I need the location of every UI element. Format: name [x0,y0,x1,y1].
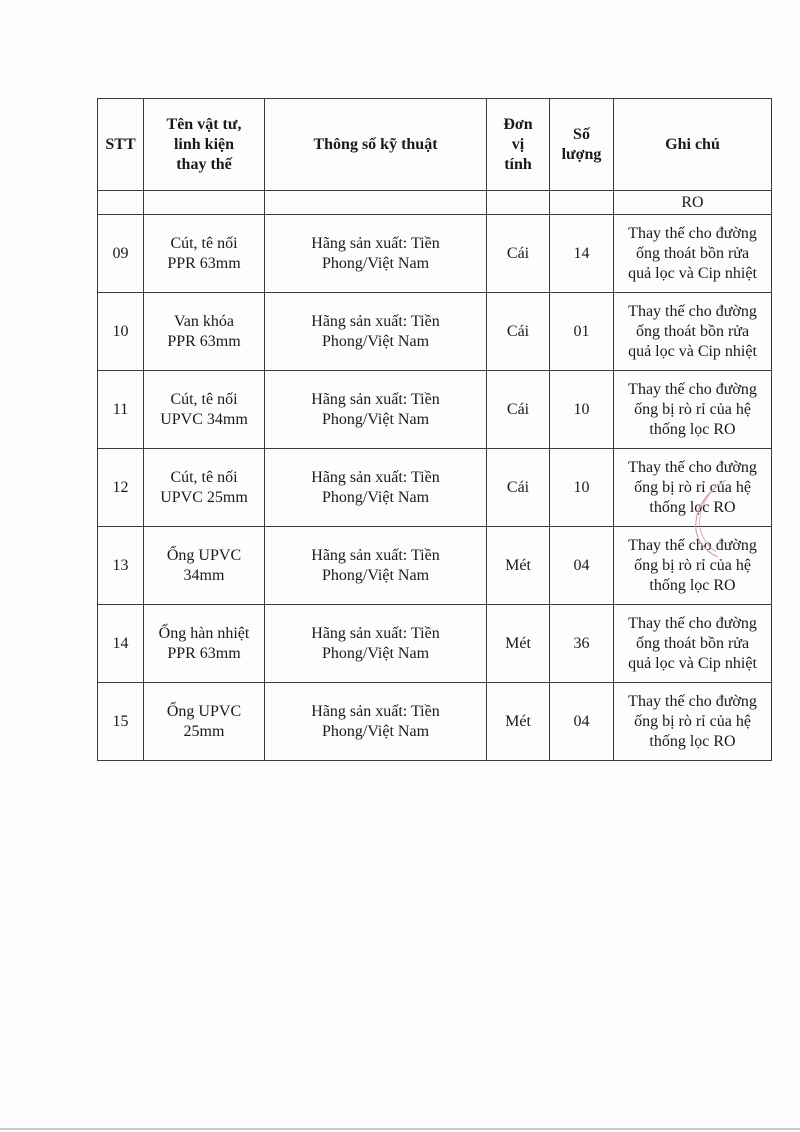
cell-spec [265,449,487,527]
cell-name-line: PPR 63mm [167,332,241,350]
cell-note [614,605,772,683]
cell-stt: 15 [98,683,144,761]
cell-name-line: 34mm [183,566,225,584]
cell-note [614,683,772,761]
header-qty-line: lượng [561,145,602,163]
header-qty [550,99,614,191]
table-row [98,293,772,371]
cell-note-line: thống lọc RO [649,498,736,516]
cell-spec-line: Hãng sản xuất: Tiền [311,624,440,642]
cell-unit: Cái [487,371,550,449]
cell-stt: 14 [98,605,144,683]
table-cell [144,191,265,215]
cell-spec-line: Hãng sản xuất: Tiền [311,702,440,720]
cell-name [144,371,265,449]
cell-note-line: ống thoát bồn rửa [635,322,750,340]
cell-unit: Cái [487,449,550,527]
cell-note [614,449,772,527]
cell-name-line: UPVC 25mm [160,488,248,506]
cell-spec [265,371,487,449]
cell-name [144,605,265,683]
cell-note-line: Thay thế cho đường [628,224,757,242]
cell-name [144,215,265,293]
cell-spec [265,293,487,371]
cell-note [614,293,772,371]
cell-spec-line: Phong/Việt Nam [321,332,430,350]
cell-name [144,449,265,527]
cell-stt: 11 [98,371,144,449]
header-name-line: thay thế [176,155,232,173]
cell-note-line: Thay thế cho đường [628,614,757,632]
table-row [98,371,772,449]
cell-spec-line: Hãng sản xuất: Tiền [311,234,440,252]
cell-unit: Mét [487,527,550,605]
cell-note-line: ống bị rò rỉ của hệ [634,712,751,730]
cell-qty: 04 [550,683,614,761]
cell-name-line: Cút, tê nối [170,390,238,408]
cell-unit: Cái [487,293,550,371]
cell-note-line: ống bị rò rỉ của hệ [634,400,751,418]
cell-spec-line: Hãng sản xuất: Tiền [311,468,440,486]
continuation-note: RO [614,191,772,215]
cell-name [144,293,265,371]
header-note: Ghi chú [614,99,772,191]
cell-name-line: PPR 63mm [167,254,241,272]
cell-spec [265,605,487,683]
cell-name [144,527,265,605]
cell-qty: 04 [550,527,614,605]
header-name-line: linh kiện [173,135,235,153]
cell-note-line: Thay thế cho đường [628,302,757,320]
cell-note-line: ống bị rò rỉ của hệ [634,478,751,496]
cell-stt: 12 [98,449,144,527]
header-stt: STT [98,99,144,191]
cell-qty: 10 [550,449,614,527]
header-name [144,99,265,191]
cell-note-line: ống thoát bồn rửa [635,634,750,652]
table-header [98,99,772,191]
cell-spec [265,215,487,293]
header-spec: Thông số kỹ thuật [265,99,487,191]
table-cell [487,191,550,215]
table-row [98,449,772,527]
cell-spec-line: Phong/Việt Nam [321,410,430,428]
cell-spec [265,683,487,761]
cell-spec-line: Phong/Việt Nam [321,644,430,662]
cell-qty: 14 [550,215,614,293]
header-unit-line: vị [511,135,525,153]
header-qty-line: Số [573,125,590,143]
table-row [98,683,772,761]
cell-note-line: quả lọc và Cip nhiệt [628,264,757,282]
cell-stt: 10 [98,293,144,371]
cell-note-line: Thay thế cho đường [628,692,757,710]
cell-name-line: Van khóa [174,312,234,330]
cell-unit: Mét [487,605,550,683]
cell-name-line: 25mm [183,722,225,740]
cell-note-line: thống lọc RO [649,420,736,438]
cell-name-line: Cút, tê nối [170,234,238,252]
header-name-line: Tên vật tư, [166,115,242,133]
page-bottom-edge [0,1128,800,1130]
table-row [98,527,772,605]
continuation-row [98,191,772,215]
cell-name-line: PPR 63mm [167,644,241,662]
cell-name [144,683,265,761]
cell-note-line: ống bị rò rỉ của hệ [634,556,751,574]
header-unit [487,99,550,191]
cell-note-line: Thay thế cho đường [628,458,757,476]
cell-spec-line: Phong/Việt Nam [321,488,430,506]
cell-unit: Mét [487,683,550,761]
table-cell [265,191,487,215]
cell-spec-line: Hãng sản xuất: Tiền [311,312,440,330]
table-cell [550,191,614,215]
cell-spec-line: Phong/Việt Nam [321,566,430,584]
cell-note-line: Thay thế cho đường [628,536,757,554]
table-row [98,215,772,293]
cell-note-line: quả lọc và Cip nhiệt [628,342,757,360]
cell-name-line: Ống UPVC [166,546,242,564]
header-unit-line: tính [504,155,532,173]
cell-spec-line: Phong/Việt Nam [321,722,430,740]
cell-stt: 09 [98,215,144,293]
cell-spec [265,527,487,605]
cell-note [614,527,772,605]
cell-note-line: thống lọc RO [649,576,736,594]
cell-note-line: quả lọc và Cip nhiệt [628,654,757,672]
cell-note-line: Thay thế cho đường [628,380,757,398]
cell-qty: 36 [550,605,614,683]
cell-name-line: UPVC 34mm [160,410,248,428]
table-body [98,191,772,761]
materials-table [97,98,772,761]
cell-note [614,215,772,293]
table-row [98,605,772,683]
cell-qty: 10 [550,371,614,449]
cell-name-line: Ống hàn nhiệt [158,624,250,642]
cell-spec-line: Phong/Việt Nam [321,254,430,272]
header-unit-line: Đơn [503,115,533,133]
cell-name-line: Ống UPVC [166,702,242,720]
cell-spec-line: Hãng sản xuất: Tiền [311,546,440,564]
cell-spec-line: Hãng sản xuất: Tiền [311,390,440,408]
cell-stt: 13 [98,527,144,605]
cell-note-line: thống lọc RO [649,732,736,750]
cell-note [614,371,772,449]
table-cell [98,191,144,215]
cell-qty: 01 [550,293,614,371]
cell-name-line: Cút, tê nối [170,468,238,486]
cell-note-line: ống thoát bồn rửa [635,244,750,262]
cell-unit: Cái [487,215,550,293]
